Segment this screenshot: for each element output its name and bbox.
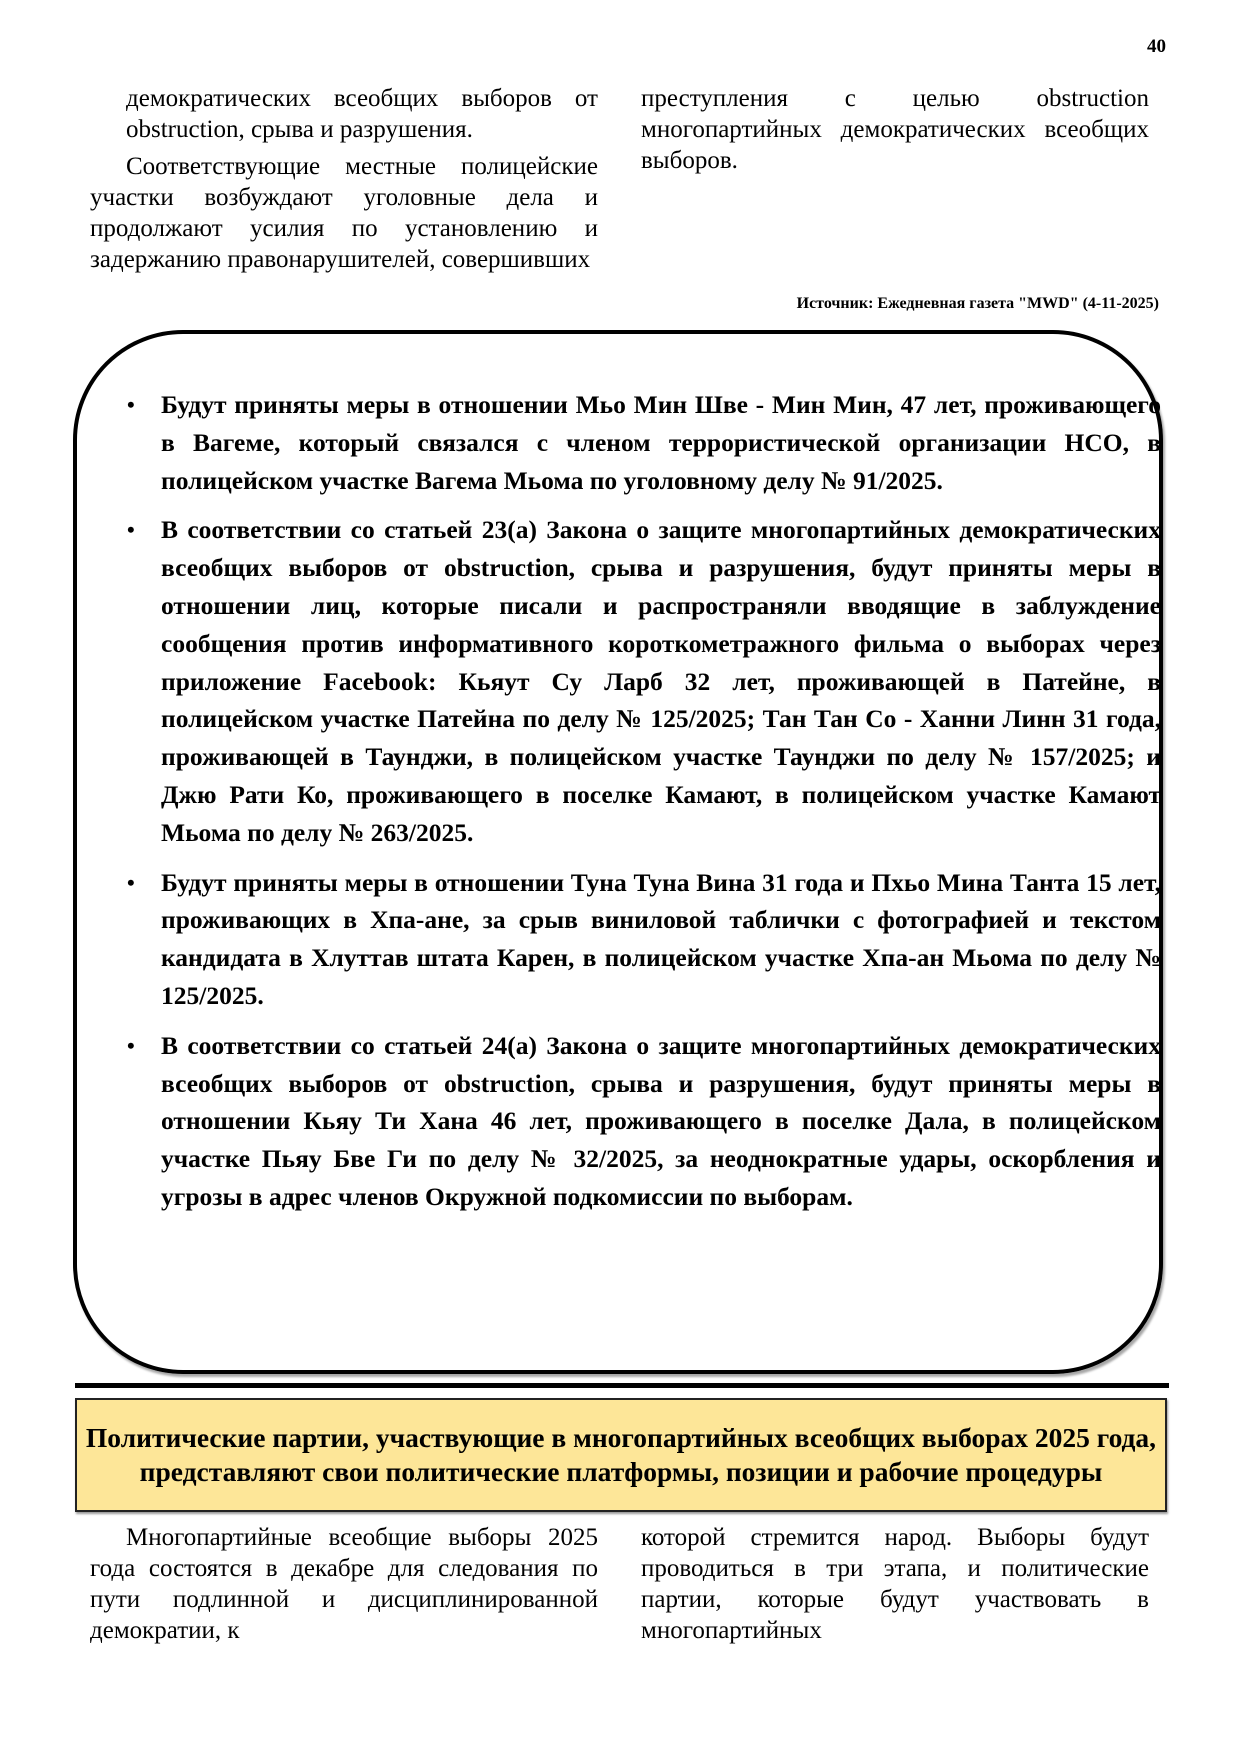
- section-heading: [75, 1398, 1167, 1512]
- horizontal-divider: [75, 1383, 1169, 1388]
- list-item-text: В соответствии со статьей 24(а) Закона о защите многопартийных демократических всеобщих выборов от obstruction, срыва и разрушения, будут приняты меры в отношении Кьяу Ти Хана 46 лет, проживающего в поселке Дала, в полицейском участке Пьяу Бве Ги по делу № 32/2025, за неоднократные удары, оскорбления и угрозы в адрес членов Окружной подкомиссии по выборам.: [161, 1030, 1161, 1211]
- section-heading-text: Политические партии, участвующие в многопартийных всеобщих выборах 2025 года, представляют свои политические платформы, позиции и рабочие процедуры: [85, 1422, 1157, 1487]
- paragraph-continuation: которой стремится народ. Выборы будут проводиться в три этапа, и политические партии, которые будут участвовать в многопартийных: [641, 1524, 1149, 1644]
- bottom-right-column: [641, 1522, 1149, 1652]
- list-item: [127, 511, 1161, 851]
- top-left-column: [90, 83, 598, 281]
- page-number: 40: [1147, 36, 1166, 57]
- paragraph-continuation: демократических всеобщих выборов от obstruction, срыва и разрушения.: [126, 85, 598, 143]
- list-item: [127, 864, 1161, 1015]
- list-item: [127, 1027, 1161, 1216]
- bottom-left-column: [90, 1522, 598, 1652]
- paragraph: Соответствующие местные полицейские участки возбуждают уголовные дела и продолжают усилия по установлению и задержанию правонарушителей, совершивших: [90, 153, 598, 273]
- bullet-icon: •: [127, 392, 135, 417]
- list-item-text: Будут приняты меры в отношении Мьо Мин Шве - Мин Мин, 47 лет, проживающего в Вагеме, который связался с членом террористической организации НСО, в полицейском участке Вагема Мьома по уголовному делу № 91/2025.: [161, 390, 1161, 495]
- bullet-icon: •: [127, 1032, 135, 1058]
- bullet-icon: •: [127, 869, 135, 895]
- top-right-column: [641, 83, 1149, 182]
- paragraph: Многопартийные всеобщие выборы 2025 года состоятся в декабре для следования по пути подлинной и дисциплинированной демократии, к: [90, 1524, 598, 1644]
- list-item: [127, 386, 1161, 499]
- measures-list: [127, 386, 1161, 1228]
- paragraph-continuation: преступления с целью obstruction многопартийных демократических всеобщих выборов.: [641, 85, 1149, 174]
- source-citation: Источник: Ежедневная газета "MWD" (4-11-2025): [796, 295, 1159, 312]
- list-item-text: Будут приняты меры в отношении Туна Туна Вина 31 года и Пхьо Мина Танта 15 лет, проживающих в Хпа-ане, за срыв виниловой таблички с фотографией и текстом кандидата в Хлуттав штата Карен, в полицейском участке Хпа-ан Мьома по делу № 125/2025.: [161, 867, 1161, 1010]
- bullet-icon: •: [127, 517, 135, 543]
- list-item-text: В соответствии со статьей 23(а) Закона о защите многопартийных демократических всеобщих выборов от obstruction, срыва и разрушения, будут приняты меры в отношении лиц, которые писали и распространяли вводящие в заблуждение сообщения против информативного короткометражного фильма о выборах через приложение Facebook: Кьяут Су Ларб 32 лет, проживающей в Патейне, в полицейском участке Патейна по делу № 125/2025; Тан Тан Со - Ханни Линн 31 года, проживающей в Таунджи, в полицейском участке Таунджи по делу № 157/2025; и Джю Рати Ко, проживающего в поселке Камают, в полицейском участке Камают Мьома по делу № 263/2025.: [161, 515, 1161, 847]
- rounded-notice-box: [73, 330, 1163, 1374]
